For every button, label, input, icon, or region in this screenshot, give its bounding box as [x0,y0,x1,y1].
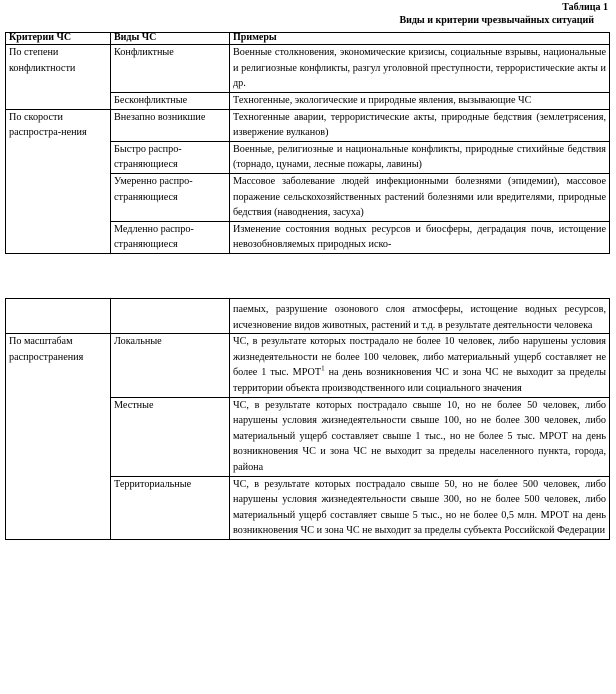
example-cell: ЧС, в результате которых пострадало свыше 50, но не более 500 человек, либо нарушены условия жизнедеятельности свыше 300, но не более 500 человек, либо материальный ущерб составляет свыше 5 тыс., но не более 0,5 млн. МРОТ на день возникновения ЧС и зона ЧС не выходит за пределы субъекта Российской Федерации [230,476,610,539]
type-cell: Бесконфликтные [111,93,230,110]
table-row [6,299,610,334]
type-cell: Умеренно распро-страняющиеся [111,173,230,221]
table-row [6,109,610,141]
example-cell: Техногенные, экологические и природные явления, вызывающие ЧС [230,93,610,110]
type-cell: Территориальные [111,476,230,539]
emergency-table-part-1 [5,32,610,254]
table-number: Таблица 1 [562,2,608,13]
criterion-cell [6,299,111,334]
type-cell: Местные [111,397,230,476]
example-cell: Военные столкновения, экономические кризисы, социальные взрывы, национальные и религиозные конфликты, разгул уголовной преступности, террористические акты и др. [230,45,610,93]
criterion-cell: По степени конфликтности [6,45,111,110]
example-cell: Военные, религиозные и национальные конфликты, природные стихийные бедствия (торнадо, цунами, лесные пожары, лавины) [230,141,610,173]
table-row [6,334,610,397]
type-cell: Внезапно возникшие [111,109,230,141]
type-cell [111,299,230,334]
example-cell: ЧС, в результате которых пострадало свыше 10, но не более 50 человек, либо нарушены условия жизнедеятельности свыше 100, но не более 300 человек, либо материальный ущерб составляет свыше 1 тыс., но не более 5 тыс. МРОТ на день возникновения ЧС и зона ЧС не выходит за пределы населенного пункта, города, района [230,397,610,476]
type-cell: Медленно распро-страняющиеся [111,221,230,253]
footnote-mark: 1 [321,364,325,373]
header-examples: Примеры [230,33,610,45]
criterion-cell: По скорости распростра-нения [6,109,111,253]
header-criteria: Критерии ЧС [6,33,111,45]
header-types: Виды ЧС [111,33,230,45]
type-cell: Локальные [111,334,230,397]
example-text: ЧС, в результате которых пострадало не более 10 человек, либо нарушены условия жизнедеятельности не более 100 человек, либо материальный ущерб составляет не более 1 тыс. МРОТ [233,336,606,379]
example-cell [230,334,610,397]
table-header-row [6,33,610,45]
criterion-cell: По масштабам распространения [6,334,111,540]
example-cell-continued: паемых, разрушение озонового слоя атмосферы, истощение водных ресурсов, исчезновение видов животных, растений и т.д. в результате деятельности человека [230,299,610,334]
example-cell: Изменение состояния водных ресурсов и биосферы, деградация почв, истощение невозобновляемых природных иско- [230,221,610,253]
table-title: Виды и критерии чрезвычайных ситуаций [399,15,594,26]
emergency-table-part-2 [5,298,610,540]
type-cell: Конфликтные [111,45,230,93]
type-cell: Быстро распро-страняющиеся [111,141,230,173]
example-cell: Массовое заболевание людей инфекционными болезнями (эпидемии), массовое поражение сельскохозяйственных растений болезнями или вредителями, природные бедствия (наводнения, засуха) [230,173,610,221]
example-cell: Техногенные аварии, террористические акты, природные бедствия (землетрясения, извержение вулканов) [230,109,610,141]
table-row [6,45,610,93]
example-text: на день возникновения ЧС и зона ЧС не выходит за пределы территории объекта производственного или социального значения [233,367,606,394]
